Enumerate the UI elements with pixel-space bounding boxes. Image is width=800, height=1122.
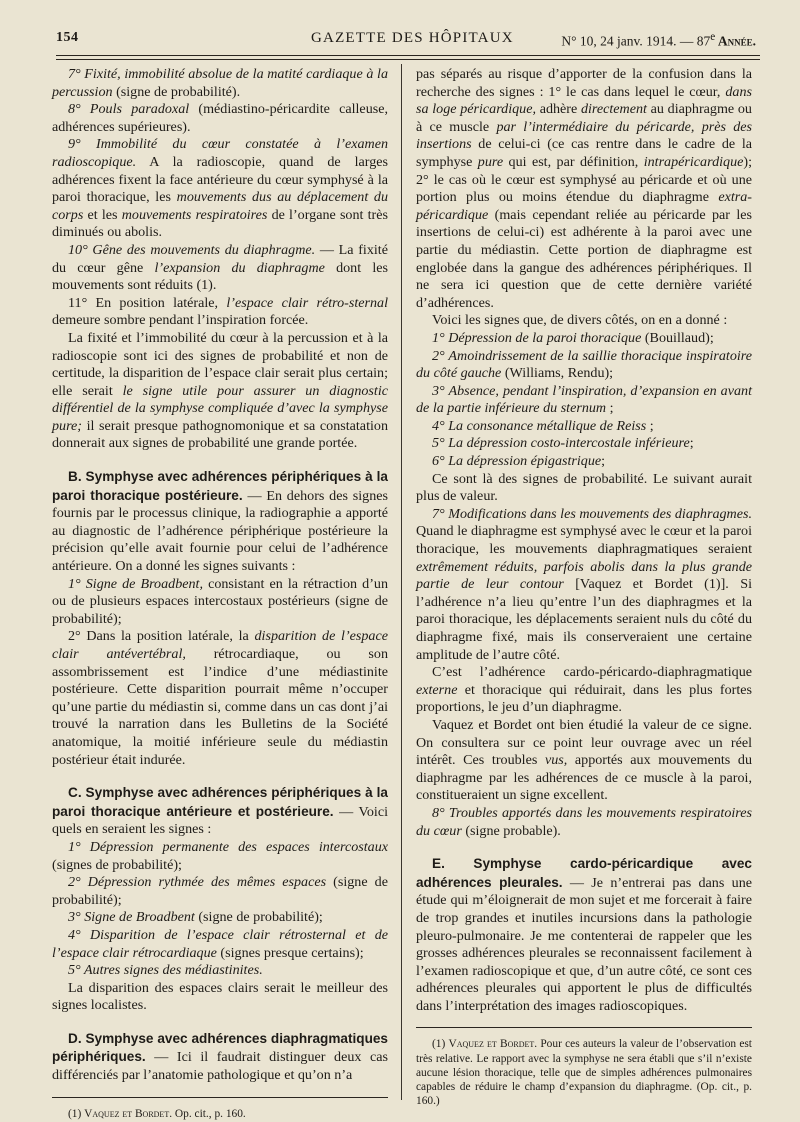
footnote-marker: (1) (68, 1107, 85, 1120)
section-heading: C. Symphyse avec adhérences périphériques à la paroi thoracique antérieure et postérieure. (52, 785, 388, 819)
sign-title: 3° Absence, pendant l’inspiration, d’expansion en avant de la partie inférieure du sternum (416, 382, 752, 417)
text: qui est, par définition, (503, 153, 644, 170)
text: (signe de probabilité). (112, 83, 241, 100)
text: Quand le diaphragme est symphysé avec le cœur et la paroi thoracique, les mouvements diaphragmatiques seraient (416, 523, 752, 558)
paragraph: Voici les signes que, de divers côtés, on en a donné : (432, 312, 728, 329)
text: adhère (536, 101, 581, 118)
emphasis: dans sa loge péricardique, (416, 83, 752, 118)
text: — Voici quels en seraient les signes : (52, 803, 388, 838)
text: rétrocardiaque, ou son assombrissement est l’indice d’une médiastinite postérieure. Cette disparition pourrait même n’occuper qu’une partie du médiastin si, comme dans un cas dont j’ai trouvé la narration dans les Bulletins de la Société anatomique, la moitié inférieure seule du médiastin postérieur était indurée. (52, 646, 388, 768)
sign-title: 10° Gêne des mouvements du diaphragme. (68, 241, 316, 258)
text: (signe probable). (461, 822, 561, 839)
emphasis: pure (477, 153, 504, 170)
text: (signe de probabilité); (52, 874, 388, 908)
footnote-text: Pour ces auteurs la valeur de l’observation est très relative. Le rapport avec la symphyse ne sera établi que s’il n’existe aucune lésion thoracique, telle que de simples adhérences pulmonaires capables de réduire le champ d’expansion du diaphragme. (Op. cit., p. 160.) (416, 1038, 752, 1108)
sign-title: 8° Troubles apportés dans les mouvements respiratoires du cœur (416, 804, 752, 839)
paragraph (416, 330, 752, 348)
text: ; (646, 417, 654, 434)
section-b (52, 468, 388, 576)
emphasis: intrapéricardique (643, 153, 744, 170)
text: (mais cependant reliée au péricarde par les insertions de celui-ci) est adhérente à la paroi avec une partie du médiastin. Cette portion de diaphragme est englobée dans la gangue des adhérences périphériques. Il ne sera ici question que de cette dernière variété d’adhérences. (416, 206, 752, 311)
paragraph (52, 242, 388, 295)
text: La fixité et l’immobilité du cœur à la percussion et à la radioscopie sont ici des signes de probabilité et non de certitude, la disparition de l’espace clair serait plus certain; elle serait (52, 329, 388, 399)
emphasis: par l’intermédiaire du péricarde, près des insertions (416, 118, 752, 153)
text: (signes de probabilité); (52, 856, 182, 873)
emphasis: vus, (544, 752, 568, 769)
sign-title: 7° Fixité, immobilité absolue de la matité cardiaque à la percussion (52, 66, 388, 100)
sign-title: 4° Disparition de l’espace clair rétrosternal et de l’espace clair rétrocardiaque (52, 926, 388, 961)
text: demeure sombre pendant l’inspiration forcée. (52, 312, 309, 329)
paragraph (416, 348, 752, 383)
paragraph (52, 101, 388, 136)
sign-title: 2° Dépression rythmée des mêmes espaces (68, 874, 327, 891)
sign-title: 6° La dépression épigastrique (432, 453, 602, 470)
paragraph (52, 576, 388, 629)
footnote (52, 1107, 388, 1121)
paragraph (416, 717, 752, 805)
sign-title: 1° Signe de Broadbent, (68, 575, 203, 592)
section-e (416, 855, 752, 1015)
emphasis: le signe utile pour assurer un diagnostic différentiel de la symphyse compliquée d’avec la symphyse pure; (52, 382, 388, 434)
text: — Ici il faudrait distinguer deux cas différenciés par l’anatomie pathologique et qu’on n’a (52, 1049, 388, 1084)
text: de celui-ci (ce cas rentre dans le cadre de la symphyse (416, 136, 752, 170)
text: dont les mouvements sont réduits (1). (52, 259, 388, 294)
text: — Je n’entrerai pas dans une étude qui m’éloignerait de mon sujet et me forcerait à faire de trop grandes et inutiles incursions dans la pathologie pleuro-pulmonaire. Je me contenterai de rappeler que les grosses adhérences pleurales se reconnaissent facilement à l’examen radioscopique et que, d’un autre côté, ce sont ces adhérences pleurales qui apportent le plus de difficultés dans l’interprétation des images radioscopiques. (416, 874, 752, 1014)
text: (signes presque certains); (216, 944, 364, 961)
left-column (52, 66, 388, 1121)
journal-title: GAZETTE DES HÔPITAUX (311, 30, 514, 46)
issue-annee: Année. (715, 33, 756, 49)
paragraph (52, 874, 388, 909)
text: — La fixité du cœur gêne (52, 241, 388, 276)
sign-title: 8° Pouls paradoxal (68, 101, 190, 118)
footnote-author: Vaquez et Bordet. (448, 1038, 538, 1051)
header-rule-bottom (56, 59, 760, 60)
issue-info (561, 31, 756, 50)
paragraph (52, 909, 388, 927)
paragraph (416, 66, 752, 312)
sign-title: 2° Amoindrissement de la saillie thoracique inspiratoire du côté gauche (416, 347, 752, 382)
text: et les (83, 206, 122, 223)
text: au diaphragme ou à ce muscle (416, 101, 752, 135)
text: consistant en la rétraction d’un ou de plusieurs espaces intercostaux postérieurs (signe de probabilité); (52, 575, 388, 627)
text: Vaquez et Bordet ont bien étudié la valeur de ce signe. On consultera sur ce point leur ouvrage avec un réel intérêt. Ces troubles (416, 716, 752, 769)
paragraph (416, 453, 752, 471)
text: et thoracique qui réduirait, dans les plus fortes proportions, le jeu d’un diaphragme. (416, 681, 752, 716)
sign-title: 3° Signe de Broadbent (68, 909, 195, 926)
paragraph (52, 962, 388, 980)
emphasis: l’espace clair rétro-sternal (226, 294, 388, 311)
text: (Bouillaud); (641, 329, 714, 346)
paragraph (416, 435, 752, 453)
sign-title: 5° Autres signes des médiastinites. (68, 962, 263, 979)
footnote-rule (52, 1097, 388, 1098)
paragraph (416, 506, 752, 664)
emphasis: externe (416, 681, 458, 698)
emphasis: extra-péricardique (416, 189, 752, 223)
sign-title: 1° Dépression permanente des espaces intercostaux (68, 838, 388, 855)
right-column (416, 66, 752, 1108)
paragraph (52, 330, 388, 453)
text: ; (601, 453, 606, 470)
issue-sup: e (710, 31, 716, 43)
paragraph (52, 295, 388, 330)
paragraph (416, 805, 752, 840)
header-rule-top (56, 55, 760, 56)
text: 11° En position latérale, (68, 294, 227, 311)
section-heading: B. Symphyse avec adhérences périphériques à la paroi thoracique postérieure. (52, 469, 388, 503)
emphasis: extrêmement réduits, parfois abolis dans la plus grande partie de leur contour (416, 558, 752, 593)
paragraph (52, 136, 388, 242)
text: ; (689, 435, 694, 452)
emphasis: mouvements respiratoires (121, 206, 268, 223)
text: apportés aux mouvements du diaphragme par les adhérences de ce muscle à la paroi, constitueraient un signe excellent. (416, 752, 752, 804)
text: A la radioscopie, quand de larges adhérences fixent la face antérieure du cœur symphysé à la paroi thoracique, les (52, 153, 388, 206)
paragraph (52, 66, 388, 101)
section-heading: D. Symphyse avec adhérences diaphragmatiques périphériques. (52, 1030, 388, 1065)
emphasis: disparition de l’espace clair antévertébral, (52, 628, 388, 662)
paragraph (52, 927, 388, 962)
text: ; (606, 400, 614, 417)
footnote (416, 1037, 752, 1108)
text: de l’organe sont très diminués ou abolis. (52, 206, 388, 241)
issue-number-date: N° 10, 24 janv. 1914. — 87 (561, 33, 711, 49)
sign-title: 1° Dépression de la paroi thoracique (432, 329, 642, 346)
footnote-rule (416, 1027, 752, 1028)
text: pas séparés au risque d’apporter de la confusion dans la recherche des signes : 1° le cas dans lequel le cœur, (416, 66, 752, 100)
sign-title: 5° La dépression costo-intercostale inférieure (432, 435, 690, 452)
sign-title: 4° La consonance métallique de Reiss (432, 417, 647, 434)
text: il serait presque pathognomonique et sa constatation donnerait aux signes de probabilité une grande portée. (52, 417, 388, 452)
emphasis: l’expansion du diaphragme (154, 259, 325, 276)
paragraph (416, 664, 752, 717)
column-divider (401, 64, 402, 1100)
text: (médiastino-péricardite calleuse, adhérences supérieures). (52, 101, 388, 135)
text: ); 2° le cas où le cœur est symphysé au péricarde et où une portion plus ou moins étendue du diaphragme (416, 153, 752, 206)
footnote-marker: (1) (432, 1038, 449, 1051)
sign-title: 7° Modifications dans les mouvements des diaphragmes. (432, 505, 752, 522)
text: (signe de probabilité); (194, 909, 323, 926)
text: 2° Dans la position latérale, la (68, 628, 255, 645)
footnote-author: Vaquez et Bordet. (84, 1107, 173, 1120)
footnote-text: Op. cit., p. 160. (172, 1107, 246, 1120)
text: [Vaquez et Bordet (1)]. Si l’adhérence n’a lieu qu’entre l’un des diaphragmes et la paroi thoracique, les déplacements seraient nuls du côté du diaphragme fixé, mais ils conserveraient une certaine amplitude de l’autre côté. (416, 576, 752, 663)
paragraph (416, 383, 752, 418)
paragraph (52, 839, 388, 874)
text: C’est l’adhérence cardo-péricardo-diaphragmatique (432, 664, 752, 681)
paragraph (52, 628, 388, 769)
page-number: 154 (56, 30, 79, 45)
text: (Williams, Rendu); (501, 365, 614, 382)
section-d (52, 1030, 388, 1085)
paragraph: Ce sont là des signes de probabilité. Le suivant aurait plus de valeur. (416, 470, 752, 505)
text: — En dehors des signes fournis par le processus clinique, la radiographie a apporté au diagnostic de l’adhérence périphérique postérieure la précision qu’elle avait fournie pour celui de l’adhérence antérieure. On a donné les signes suivants : (52, 487, 389, 575)
emphasis: mouvements dus au déplacement du corps (52, 189, 389, 223)
section-c (52, 784, 388, 839)
emphasis: directement (580, 101, 647, 118)
section-heading: E. Symphyse cardo-péricardique avec adhérences pleurales. (416, 856, 752, 890)
page-header (56, 26, 756, 52)
sign-title: 9° Immobilité du cœur constatée à l’examen radioscopique. (52, 136, 388, 170)
paragraph: La disparition des espaces clairs serait le meilleur des signes localistes. (52, 979, 388, 1014)
paragraph (416, 418, 752, 436)
